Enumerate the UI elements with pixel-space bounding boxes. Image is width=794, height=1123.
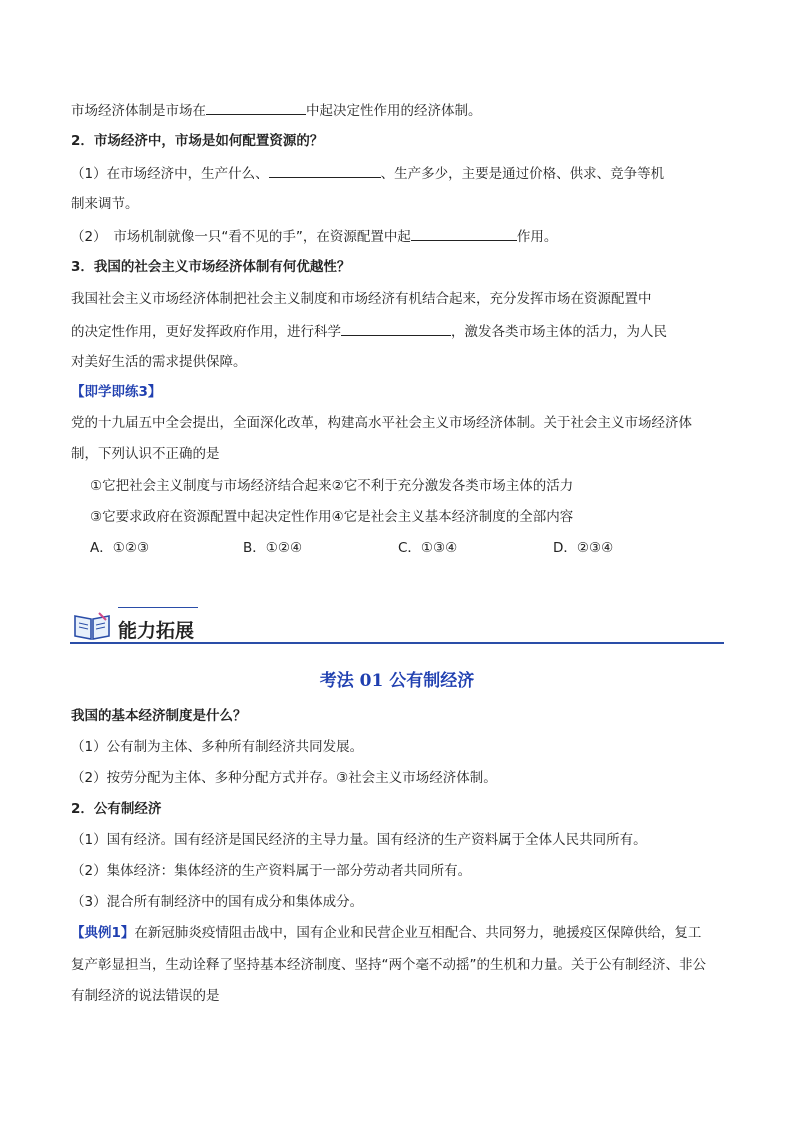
text-line-9: 对美好生活的需求提供保障。: [71, 354, 247, 370]
text-line-1: [71, 100, 482, 121]
question-3-heading: 3．我国的社会主义市场经济体制有何优越性？: [71, 259, 351, 275]
option-d[interactable]: D．②③④: [553, 540, 614, 556]
fill-blank-3[interactable]: [411, 226, 517, 241]
text-line-8: [71, 321, 667, 342]
option-a[interactable]: A．①②③: [90, 540, 150, 556]
kaofa-point-1: （1）国有经济。国有经济是国民经济的主导力量。国有经济的生产资料属于全体人民共同所有。: [71, 832, 647, 848]
kaofa-answer-1: （1）公有制为主体、多种所有制经济共同发展。: [71, 739, 364, 755]
text-line-7: 我国社会主义市场经济体制把社会主义制度和市场经济有机结合起来，充分发挥市场在资源配置中: [71, 291, 652, 307]
text-segment: 在新冠肺炎疫情阻击战中，国有企业和民营企业互相配合、共同努力，驰援疫区保障供给，复工: [134, 925, 702, 941]
fill-blank-2[interactable]: [269, 163, 381, 178]
text-segment: ，激发各类市场主体的活力，为人民: [451, 324, 667, 340]
text-segment: （2） 市场机制就像一只“看不见的手”，在资源配置中起: [71, 229, 411, 245]
option-b[interactable]: B．①②④: [243, 540, 303, 556]
fill-blank-4[interactable]: [341, 321, 451, 336]
text-line-12: 制，下列认识不正确的是: [71, 446, 220, 462]
section-decor-line: [118, 607, 198, 608]
text-line-4: 制来调节。: [71, 196, 139, 212]
text-segment: （1）在市场经济中，生产什么、: [71, 166, 269, 182]
statement-line-2: ③它要求政府在资源配置中起决定性作用④它是社会主义基本经济制度的全部内容: [90, 509, 574, 525]
statement-line-1: ①它把社会主义制度与市场经济结合起来②它不利于充分激发各类市场主体的活力: [90, 478, 574, 494]
fill-blank-1[interactable]: [206, 100, 306, 115]
text-line-11: 党的十九届五中全会提出，全面深化改革，构建高水平社会主义市场经济体制。关于社会主义市场经济体: [71, 415, 692, 431]
kaofa-question-2: 2．公有制经济: [71, 801, 162, 817]
example-line-1: [71, 923, 701, 943]
text-segment: 的决定性作用，更好发挥政府作用，进行科学: [71, 324, 341, 340]
section-divider: [70, 642, 724, 644]
question-2-heading: 2．市场经济中，市场是如何配置资源的？: [71, 133, 324, 149]
example-line-2: 复产彰显担当，生动诠释了坚持基本经济制度、坚持“两个毫不动摇”的生机和力量。关于公有制经济、非公: [71, 957, 706, 973]
kaofa-answer-2: （2）按劳分配为主体、多种分配方式并存。③社会主义市场经济体制。: [71, 770, 497, 786]
practice-tag: 【即学即练3】: [71, 384, 162, 400]
example-tag: 【典例1】: [71, 925, 135, 941]
option-c[interactable]: C．①③④: [398, 540, 458, 556]
kaofa-point-3: （3）混合所有制经济中的国有成分和集体成分。: [71, 894, 364, 910]
text-segment: 、生产多少，主要是通过价格、供求、竞争等机: [380, 166, 665, 182]
book-icon: [72, 610, 112, 642]
section-title: 能力拓展: [118, 620, 195, 642]
text-line-5: [71, 226, 557, 247]
kaofa-point-2: （2）集体经济：集体经济的生产资料属于一部分劳动者共同所有。: [71, 863, 472, 879]
text-segment: 中起决定性作用的经济体制。: [306, 103, 482, 119]
example-line-3: 有制经济的说法错误的是: [71, 988, 220, 1004]
text-line-3: [71, 163, 664, 184]
kaofa-heading: 考法 01 公有制经济: [319, 671, 475, 691]
text-segment: 作用。: [516, 229, 558, 245]
kaofa-question-1: 我国的基本经济制度是什么？: [71, 708, 247, 724]
text-segment: 市场经济体制是市场在: [71, 103, 206, 119]
